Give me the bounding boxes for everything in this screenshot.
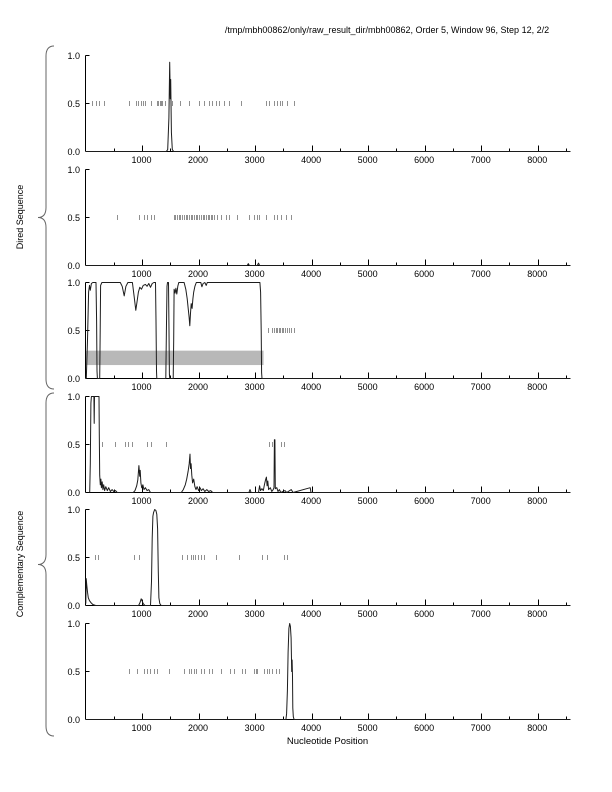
- x-tick-label: 4000: [301, 722, 322, 733]
- x-tick-label: 2000: [188, 268, 209, 279]
- subplot-complementary-window-1: [85, 396, 573, 495]
- y-tick-label: 1.0: [67, 164, 80, 175]
- x-axis-title: Nucleotide Position: [286, 736, 369, 747]
- x-tick-label: 5000: [357, 722, 378, 733]
- highlight-band: [86, 351, 264, 365]
- x-tick-label: 3000: [244, 609, 265, 619]
- y-tick-label: 0.5: [67, 99, 80, 109]
- x-tick-label: 6000: [414, 495, 435, 506]
- x-tick-label: 3000: [244, 155, 265, 165]
- y-tick-label: 1.0: [67, 505, 80, 515]
- y-tick-label: 0.5: [67, 326, 80, 336]
- y-tick-label: 0.5: [67, 553, 80, 563]
- x-tick-label: 4000: [301, 382, 322, 392]
- complementary-group-brace: [38, 393, 54, 736]
- y-tick-label: 0.0: [67, 374, 80, 384]
- x-tick-label: 6000: [414, 722, 435, 733]
- x-tick-label: 8000: [527, 609, 548, 619]
- probability-curve: [90, 396, 571, 492]
- x-tick-label: 8000: [527, 722, 548, 733]
- y-tick-label: 0.0: [67, 487, 80, 498]
- subplot-complementary-window-2: [85, 509, 573, 608]
- x-tick-label: 5000: [357, 609, 378, 619]
- x-tick-label: 3000: [244, 382, 265, 392]
- x-tick-label: 4000: [301, 268, 322, 279]
- y-tick-label: 0.0: [67, 147, 80, 157]
- y-tick-label: 0.5: [67, 666, 80, 677]
- x-tick-label: 4000: [301, 609, 322, 619]
- x-tick-label: 6000: [414, 268, 435, 279]
- x-tick-label: 1000: [131, 382, 152, 392]
- x-tick-label: 7000: [470, 268, 491, 279]
- y-tick-label: 0.0: [67, 260, 80, 271]
- x-tick-label: 1000: [131, 609, 152, 619]
- direct-group-brace: [38, 46, 54, 389]
- y-tick-label: 0.0: [67, 714, 80, 725]
- probability-curve: [86, 62, 571, 151]
- group-label-complementary: Complementary Sequence: [15, 510, 25, 618]
- x-tick-label: 7000: [470, 722, 491, 733]
- x-tick-label: 8000: [527, 495, 548, 506]
- x-tick-label: 6000: [414, 609, 435, 619]
- x-tick-label: 5000: [357, 155, 378, 165]
- x-tick-label: 6000: [414, 155, 435, 165]
- probability-curve: [86, 510, 571, 606]
- subplot-direct-window-1: [85, 55, 573, 154]
- x-tick-label: 1000: [131, 722, 152, 733]
- figure-title: /tmp/mbh00862/only/raw_result_dir/mbh00862, Order 5, Window 96, Step 12, 2/2: [224, 25, 550, 35]
- probability-curve: [86, 623, 571, 719]
- x-tick-label: 8000: [527, 155, 548, 165]
- x-tick-label: 2000: [188, 722, 209, 733]
- x-tick-label: 3000: [244, 268, 265, 279]
- subplot-direct-window-2: [85, 169, 573, 268]
- x-tick-label: 2000: [188, 382, 209, 392]
- x-tick-label: 5000: [357, 382, 378, 392]
- y-tick-label: 1.0: [67, 278, 80, 288]
- y-tick-label: 0.0: [67, 601, 80, 611]
- x-tick-label: 8000: [527, 268, 548, 279]
- x-tick-label: 2000: [188, 495, 209, 506]
- x-tick-label: 4000: [301, 155, 322, 165]
- x-tick-label: 1000: [131, 155, 152, 165]
- x-tick-label: 7000: [470, 382, 491, 392]
- y-tick-label: 1.0: [67, 51, 80, 61]
- x-tick-label: 6000: [414, 382, 435, 392]
- x-tick-label: 1000: [131, 495, 152, 506]
- subplot-direct-window-3: [85, 282, 573, 381]
- y-tick-label: 0.5: [67, 439, 80, 450]
- probability-curve: [86, 263, 571, 265]
- x-tick-label: 4000: [301, 495, 322, 506]
- x-tick-label: 7000: [470, 155, 491, 165]
- x-tick-label: 7000: [470, 495, 491, 506]
- x-tick-label: 3000: [244, 722, 265, 733]
- x-tick-label: 3000: [244, 495, 265, 506]
- x-tick-label: 7000: [470, 609, 491, 619]
- x-tick-label: 5000: [357, 268, 378, 279]
- y-tick-label: 1.0: [67, 391, 80, 402]
- x-tick-label: 1000: [131, 268, 152, 279]
- group-label-direct: Dired Sequence: [15, 184, 25, 250]
- y-tick-label: 1.0: [67, 618, 80, 629]
- x-tick-label: 2000: [188, 609, 209, 619]
- subplot-complementary-window-3: [85, 623, 573, 722]
- x-tick-label: 8000: [527, 382, 548, 392]
- y-tick-label: 0.5: [67, 212, 80, 223]
- x-tick-label: 2000: [188, 155, 209, 165]
- x-tick-label: 5000: [357, 495, 378, 506]
